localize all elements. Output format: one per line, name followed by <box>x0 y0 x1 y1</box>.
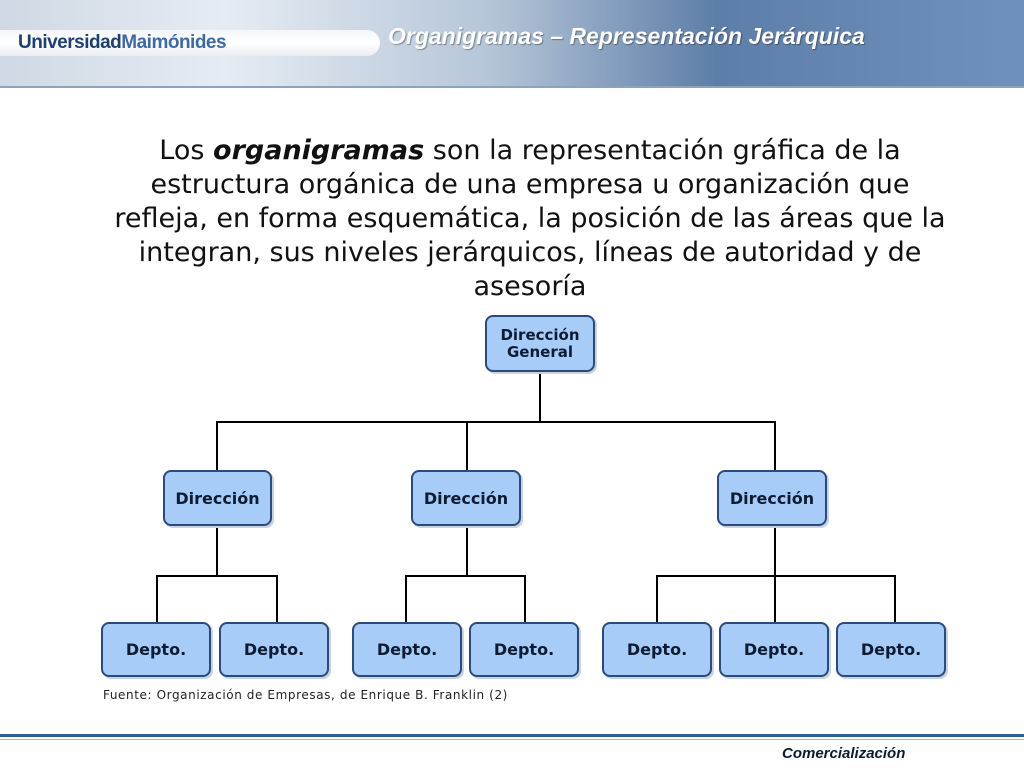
connector-line <box>774 526 776 576</box>
connector-line <box>894 575 896 622</box>
logo-text-maimonides: Maimónides <box>121 32 227 53</box>
node-direccion-general: Dirección General <box>485 315 595 372</box>
node-depto: Depto. <box>836 622 946 677</box>
node-depto: Depto. <box>469 622 579 677</box>
logo-text-universidad: Universidad <box>18 32 122 53</box>
node-direccion: Dirección <box>411 470 521 526</box>
connector-line <box>466 526 468 576</box>
node-depto: Depto. <box>602 622 712 677</box>
connector-line <box>216 421 218 470</box>
intro-text-before: Los <box>159 135 214 166</box>
source-caption: Fuente: Organización de Empresas, de Enrique B. Franklin (2) <box>103 688 508 702</box>
connector-line <box>656 575 658 622</box>
node-depto: Depto. <box>352 622 462 677</box>
connector-line <box>216 421 776 423</box>
footer-label: Comercialización <box>782 745 906 762</box>
node-direccion: Dirección <box>163 470 272 526</box>
intro-emphasis: organigramas <box>213 135 425 166</box>
header-divider <box>0 86 1024 88</box>
connector-line <box>656 575 896 577</box>
header-bar <box>0 0 1024 88</box>
slide-title: Organigramas – Representación Jerárquica <box>388 23 865 49</box>
node-depto: Depto. <box>219 622 329 677</box>
connector-line <box>276 575 278 622</box>
connector-line <box>405 575 407 622</box>
connector-line <box>156 575 158 622</box>
connector-line <box>774 421 776 470</box>
node-direccion: Dirección <box>717 470 827 526</box>
connector-line <box>216 526 218 576</box>
connector-line <box>524 575 526 622</box>
intro-paragraph <box>110 134 950 304</box>
connector-line <box>774 575 776 622</box>
university-logo <box>18 32 226 54</box>
node-depto: Depto. <box>101 622 211 677</box>
connector-line <box>156 575 278 577</box>
intro-text-after: son la representación gráfica de la estructura orgánica de una empresa u organización que refleja, en forma esquemática, la posición de las áreas que la integran, sus niveles jerárquicos, líneas de autoridad y de asesoría <box>114 135 946 302</box>
connector-line <box>539 372 541 422</box>
footer-divider-thin <box>0 739 1024 740</box>
footer-divider <box>0 734 1024 737</box>
node-depto: Depto. <box>719 622 829 677</box>
connector-line <box>405 575 526 577</box>
connector-line <box>466 421 468 470</box>
